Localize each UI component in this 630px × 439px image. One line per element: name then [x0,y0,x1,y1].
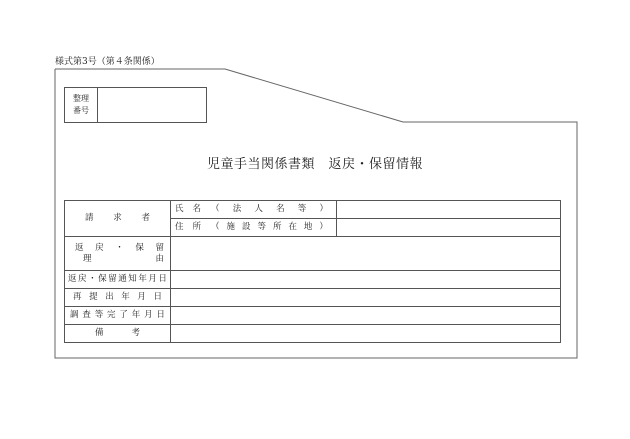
notice-date-field[interactable] [171,271,561,289]
return-hold-table [64,200,561,343]
name-field[interactable] [337,201,561,219]
seiri-number-box [64,87,207,123]
name-label: 氏 名 （ 法 人 名 等 ） [171,201,337,219]
reason-label: 返 戻 ・ 保 留 理 由 [65,237,171,271]
notice-date-label: 返 戻 ・ 保 留 通 知 年 月 日 [65,271,171,289]
remarks-label: 備 考 [65,325,171,343]
reason-field[interactable] [171,237,561,271]
resubmit-date-label: 再 提 出 年 月 日 [65,289,171,307]
seiri-number-field[interactable] [98,88,207,123]
remarks-field[interactable] [171,325,561,343]
address-label: 住 所 （ 施 設 等 所 在 地 ） [171,219,337,237]
resubmit-date-field[interactable] [171,289,561,307]
form-number-label: 様式第3号（第４条関係） [55,57,160,67]
address-field[interactable] [337,219,561,237]
survey-date-label: 調 査 等 完 了 年 月 日 [65,307,171,325]
survey-date-field[interactable] [171,307,561,325]
claimant-label: 請 求 者 [65,201,171,237]
document-title: 児童手当関係書類 返戻・保留情報 [206,157,423,172]
seiri-number-label: 整理 番号 [65,88,98,123]
